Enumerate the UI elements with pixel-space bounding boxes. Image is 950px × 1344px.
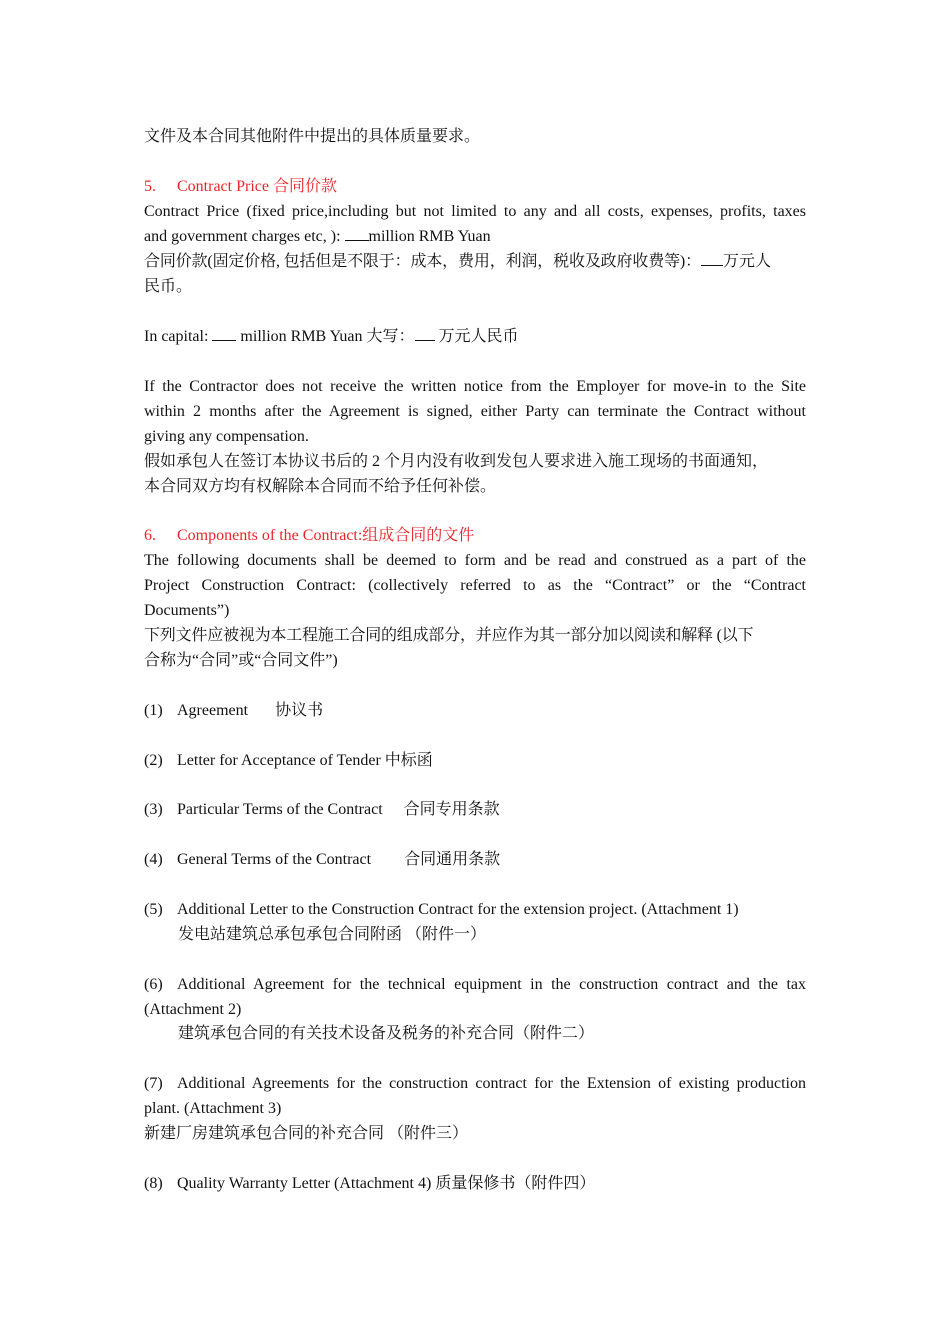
section-title: Components of the Contract:组成合同的文件 (177, 527, 475, 544)
list-item (144, 897, 806, 922)
s6-en-line-1 (144, 548, 806, 573)
item-number: (3) (144, 801, 163, 818)
s5-p2-zh-line-2 (144, 474, 806, 499)
s5-zh-line-2 (144, 274, 806, 299)
s6-en-line-2 (144, 573, 806, 598)
text: 本合同双方均有权解除本合同而不给予任何补偿。 (144, 478, 497, 495)
item-title: General Terms of the Contract (177, 851, 372, 868)
s5-p2-en-line-1 (144, 374, 806, 399)
item-title-zh: 建筑承包合同的有关技术设备及税务的补充合同（附件二） (178, 1025, 595, 1042)
text: 下列文件应被视为本工程施工合同的组成部分，并应作为其一部分加以阅读和解释 (以下 (144, 627, 754, 644)
s5-p2-zh-line-1 (144, 449, 806, 474)
item-number: (4) (144, 851, 163, 868)
text: Documents”) (144, 602, 230, 619)
s5-en-line-2 (144, 224, 806, 249)
section-title: Contract Price 合同价款 (177, 178, 337, 195)
item-number: (6) (144, 976, 163, 993)
in-capital-line (144, 324, 806, 349)
list-item-cont (144, 997, 806, 1022)
item-number: (8) (144, 1175, 163, 1192)
list-item-zh (144, 922, 806, 947)
intro-line (144, 124, 806, 149)
section-5-heading (144, 174, 806, 199)
list-item (144, 1071, 806, 1096)
text: million RMB Yuan 大写： (236, 328, 415, 345)
s5-zh-line-1 (144, 249, 806, 274)
blank-field (415, 326, 435, 341)
item-title-zh: 新建厂房建筑承包合同的补充合同 （附件三） (144, 1125, 469, 1142)
s6-zh-line-2 (144, 648, 806, 673)
text: within 2 months after the Agreement is signed, either Party can terminate the Contract without (144, 403, 806, 420)
item-number: (5) (144, 901, 163, 918)
section-number: 6. (144, 527, 156, 544)
s5-p2-en-line-3 (144, 424, 806, 449)
text: 万元人民币 (434, 328, 519, 345)
text: (Attachment 2) (144, 1001, 242, 1018)
text: giving any compensation. (144, 428, 309, 445)
text: and government charges etc, ): (144, 228, 345, 245)
list-item (144, 698, 806, 723)
item-title: Additional Agreement for the technical equipment in the construction contract and the tax (177, 976, 806, 993)
item-title: Letter for Acceptance of Tender 中标函 (177, 752, 433, 769)
blank-field (701, 251, 723, 266)
text: Contract Price (fixed price,including but not limited to any and all costs, expenses, profits, taxes (144, 203, 806, 220)
s5-en-line-1 (144, 199, 806, 224)
list-item (144, 972, 806, 997)
text: The following documents shall be deemed to form and be read and construed as a part of the (144, 552, 806, 569)
s6-en-line-3 (144, 598, 806, 623)
item-number: (2) (144, 752, 163, 769)
text: 民币。 (144, 278, 193, 295)
list-item (144, 748, 806, 773)
blank-field (212, 326, 236, 341)
list-item (144, 797, 806, 822)
section-6-heading (144, 523, 806, 548)
text: In capital: (144, 328, 213, 345)
text: Project Construction Contract: (collectively referred to as the “Contract” or the “Contract (144, 577, 806, 594)
item-title: Additional Agreements for the construction contract for the Extension of existing production (177, 1075, 806, 1092)
s6-zh-line-1 (144, 623, 806, 648)
item-title-zh: 协议书 (275, 702, 324, 719)
text: plant. (Attachment 3) (144, 1100, 282, 1117)
item-title-zh: 合同通用条款 (404, 851, 501, 868)
item-title-zh: 发电站建筑总承包承包合同附函 （附件一） (178, 926, 487, 943)
s5-p2-en-line-2 (144, 399, 806, 424)
list-item (144, 847, 806, 872)
item-title: Agreement (177, 702, 249, 719)
text: 合同价款(固定价格, 包括但是不限于：成本，费用，利润，税收及政府收费等)： (144, 253, 701, 270)
text: 假如承包人在签订本协议书后的 2 个月内没有收到发包人要求进入施工现场的书面通知， (144, 453, 769, 470)
text: million RMB Yuan (368, 228, 491, 245)
item-title: Quality Warranty Letter (Attachment 4) 质量保修书（附件四） (177, 1175, 596, 1192)
item-number: (7) (144, 1075, 163, 1092)
item-title: Particular Terms of the Contract (177, 801, 383, 818)
item-number: (1) (144, 702, 163, 719)
list-item-zh (144, 1021, 806, 1046)
list-item-zh (144, 1121, 806, 1146)
text: 合称为“合同”或“合同文件”) (144, 652, 338, 669)
list-item-cont (144, 1096, 806, 1121)
item-title: Additional Letter to the Construction Contract for the extension project. (Attachment 1) (177, 901, 739, 918)
section-number: 5. (144, 178, 156, 195)
text: If the Contractor does not receive the written notice from the Employer for move-in to the Site (144, 378, 806, 395)
item-title-zh: 合同专用条款 (403, 801, 500, 818)
text: 万元人 (722, 253, 771, 270)
list-item (144, 1171, 806, 1196)
blank-field (345, 226, 369, 241)
text: 文件及本合同其他附件中提出的具体质量要求。 (144, 128, 481, 145)
